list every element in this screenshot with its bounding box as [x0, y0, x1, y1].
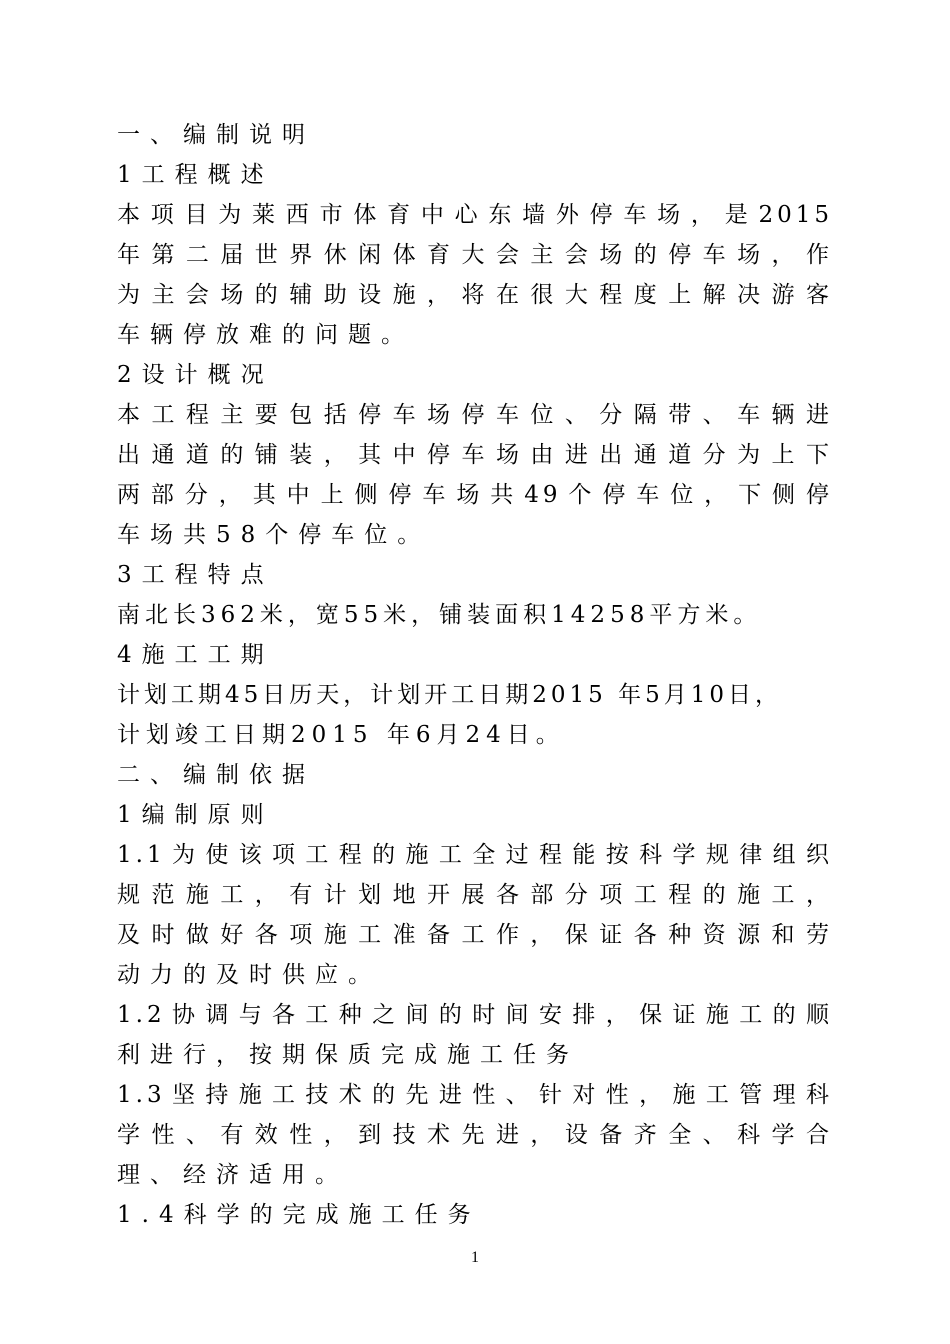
paragraph-line: 年第二届世界休闲体育大会主会场的停车场，作: [117, 242, 833, 268]
subheading-construction-period: 4施工工期: [117, 642, 274, 668]
subheading-design-overview: 2设计概况: [117, 362, 274, 388]
paragraph-line: 车辆停放难的问题。: [117, 322, 414, 348]
subheading-project-overview: 1工程概述: [117, 162, 274, 188]
paragraph-line: 本项目为莱西市体育中心东墙外停车场，是2015: [117, 202, 833, 228]
paragraph-line: 本工程主要包括停车场停车位、分隔带、车辆进: [117, 402, 833, 428]
paragraph-line: 计划竣工日期2015 年6月24日。: [117, 722, 565, 748]
paragraph-line: 动力的及时供应。: [117, 962, 381, 988]
heading-compilation-basis: 二、编制依据: [117, 762, 315, 788]
subheading-project-features: 3工程特点: [117, 562, 274, 588]
paragraph-line: 1.3坚持施工技术的先进性、针对性，施工管理科: [117, 1082, 833, 1108]
paragraph-line: 1.2协调与各工种之间的时间安排，保证施工的顺: [117, 1002, 833, 1028]
paragraph-line: 南北长362米，宽55米，铺装面积14258平方米。: [117, 602, 762, 628]
heading-compilation-notes: 一、编制说明: [117, 122, 315, 148]
page-number: 1: [471, 1249, 479, 1266]
paragraph-line: 学性、有效性，到技术先进，设备齐全、科学合: [117, 1122, 833, 1148]
paragraph-line: 两部分，其中上侧停车场共49个停车位，下侧停: [117, 482, 833, 508]
paragraph-line: 利进行，按期保质完成施工任务: [117, 1042, 579, 1068]
paragraph-line: 及时做好各项施工准备工作，保证各种资源和劳: [117, 922, 833, 948]
paragraph-line: 计划工期45日历天，计划开工日期2015 年5月10日，: [117, 682, 783, 708]
paragraph-line: 1.4科学的完成施工任务: [117, 1202, 481, 1228]
paragraph-line: 出通道的铺装，其中停车场由进出通道分为上下: [117, 442, 833, 468]
paragraph-line: 为主会场的辅助设施，将在很大程度上解决游客: [117, 282, 833, 308]
paragraph-line: 理、经济适用。: [117, 1162, 348, 1188]
paragraph-line: 车场共58个停车位。: [117, 522, 431, 548]
paragraph-line: 规范施工，有计划地开展各部分项工程的施工，: [117, 882, 833, 908]
subheading-compilation-principles: 1编制原则: [117, 802, 274, 828]
paragraph-line: 1.1为使该项工程的施工全过程能按科学规律组织: [117, 842, 833, 868]
